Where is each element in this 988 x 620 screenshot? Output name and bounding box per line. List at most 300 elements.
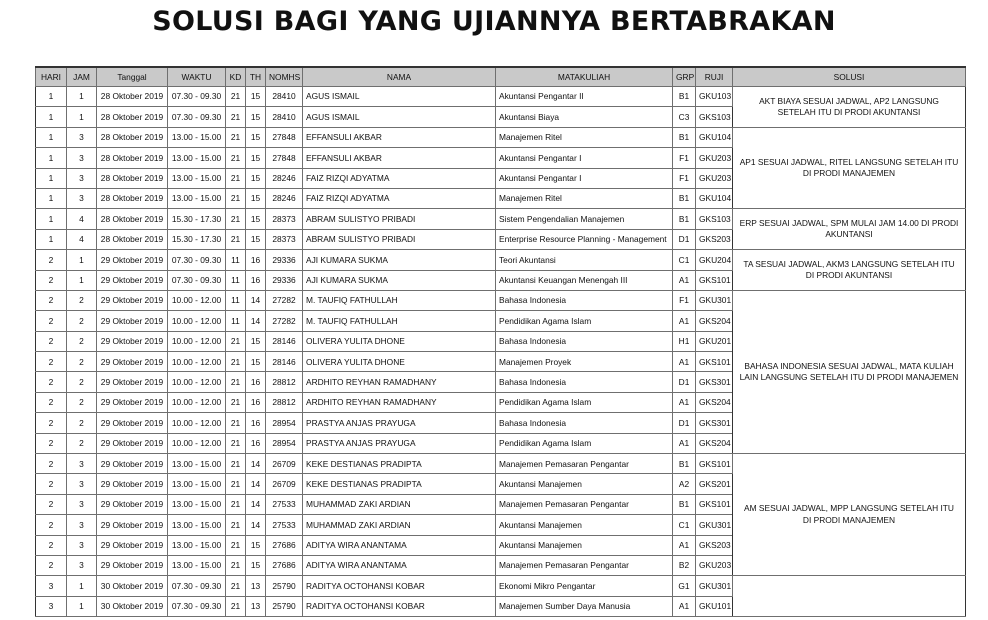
cell-kd: 21: [226, 555, 246, 575]
cell-grp: F1: [673, 168, 696, 188]
cell-nomhs: 27533: [266, 494, 303, 514]
cell-matakuliah: Bahasa Indonesia: [496, 372, 673, 392]
cell-th: 14: [246, 311, 266, 331]
cell-ruji: GKU101: [696, 596, 733, 616]
cell-tanggal: 28 Oktober 2019: [97, 127, 168, 147]
cell-tanggal: 29 Oktober 2019: [97, 392, 168, 412]
cell-waktu: 10.00 - 12.00: [168, 413, 226, 433]
cell-matakuliah: Manajemen Proyek: [496, 352, 673, 372]
cell-hari: 2: [36, 392, 67, 412]
cell-hari: 2: [36, 372, 67, 392]
cell-kd: 21: [226, 474, 246, 494]
cell-hari: 3: [36, 576, 67, 596]
cell-th: 14: [246, 290, 266, 310]
table-row: [36, 250, 966, 270]
table-row: [36, 127, 966, 147]
cell-matakuliah: Manajemen Pemasaran Pengantar: [496, 555, 673, 575]
cell-nama: ADITYA WIRA ANANTAMA: [303, 555, 496, 575]
cell-jam: 4: [67, 229, 97, 249]
cell-jam: 1: [67, 576, 97, 596]
cell-nomhs: 26709: [266, 454, 303, 474]
cell-matakuliah: Manajemen Pemasaran Pengantar: [496, 494, 673, 514]
cell-hari: 1: [36, 209, 67, 229]
table-body: [36, 87, 966, 617]
cell-ruji: GKU203: [696, 555, 733, 575]
cell-kd: 21: [226, 576, 246, 596]
cell-hari: 2: [36, 270, 67, 290]
cell-jam: 2: [67, 311, 97, 331]
cell-nomhs: 27533: [266, 515, 303, 535]
cell-tanggal: 28 Oktober 2019: [97, 148, 168, 168]
header-ruji: RUJI: [696, 67, 733, 87]
cell-solusi: TA SESUAI JADWAL, AKM3 LANGSUNG SETELAH ITU DI PRODI AKUNTANSI: [733, 250, 966, 291]
cell-waktu: 07.30 - 09.30: [168, 87, 226, 107]
cell-th: 15: [246, 535, 266, 555]
table-header-row: [36, 67, 966, 87]
cell-nama: PRASTYA ANJAS PRAYUGA: [303, 433, 496, 453]
cell-tanggal: 29 Oktober 2019: [97, 494, 168, 514]
cell-ruji: GKS204: [696, 433, 733, 453]
cell-kd: 21: [226, 454, 246, 474]
cell-th: 13: [246, 596, 266, 616]
cell-nama: KEKE DESTIANAS PRADIPTA: [303, 454, 496, 474]
cell-nomhs: 28373: [266, 229, 303, 249]
cell-grp: G1: [673, 576, 696, 596]
cell-th: 14: [246, 454, 266, 474]
cell-nama: MUHAMMAD ZAKI ARDIAN: [303, 515, 496, 535]
cell-th: 15: [246, 87, 266, 107]
cell-grp: A2: [673, 474, 696, 494]
cell-tanggal: 28 Oktober 2019: [97, 209, 168, 229]
cell-waktu: 07.30 - 09.30: [168, 250, 226, 270]
cell-th: 15: [246, 209, 266, 229]
cell-solusi: AKT BIAYA SESUAI JADWAL, AP2 LANGSUNG SETELAH ITU DI PRODI AKUNTANSI: [733, 87, 966, 128]
cell-nomhs: 28373: [266, 209, 303, 229]
cell-grp: A1: [673, 392, 696, 412]
cell-nomhs: 27686: [266, 535, 303, 555]
cell-jam: 1: [67, 87, 97, 107]
cell-tanggal: 29 Oktober 2019: [97, 454, 168, 474]
cell-hari: 2: [36, 433, 67, 453]
cell-nomhs: 27282: [266, 311, 303, 331]
cell-kd: 11: [226, 311, 246, 331]
cell-ruji: GKU104: [696, 188, 733, 208]
cell-ruji: GKS203: [696, 229, 733, 249]
cell-waktu: 13.00 - 15.00: [168, 535, 226, 555]
cell-grp: A1: [673, 596, 696, 616]
cell-hari: 2: [36, 331, 67, 351]
cell-grp: B2: [673, 555, 696, 575]
cell-waktu: 07.30 - 09.30: [168, 107, 226, 127]
exam-conflict-table: [35, 66, 966, 617]
cell-tanggal: 29 Oktober 2019: [97, 535, 168, 555]
cell-nama: OLIVERA YULITA DHONE: [303, 331, 496, 351]
cell-hari: 1: [36, 87, 67, 107]
cell-kd: 21: [226, 209, 246, 229]
cell-ruji: GKS203: [696, 535, 733, 555]
cell-nomhs: 28954: [266, 433, 303, 453]
cell-waktu: 15.30 - 17.30: [168, 209, 226, 229]
cell-jam: 2: [67, 352, 97, 372]
cell-tanggal: 29 Oktober 2019: [97, 331, 168, 351]
cell-waktu: 10.00 - 12.00: [168, 392, 226, 412]
cell-kd: 11: [226, 290, 246, 310]
header-hari: HARI: [36, 67, 67, 87]
cell-hari: 2: [36, 250, 67, 270]
cell-matakuliah: Akuntansi Manajemen: [496, 515, 673, 535]
cell-jam: 4: [67, 209, 97, 229]
cell-hari: 1: [36, 127, 67, 147]
cell-tanggal: 30 Oktober 2019: [97, 576, 168, 596]
header-th: TH: [246, 67, 266, 87]
cell-nomhs: 29336: [266, 250, 303, 270]
cell-hari: 2: [36, 535, 67, 555]
cell-nama: MUHAMMAD ZAKI ARDIAN: [303, 494, 496, 514]
cell-nama: AGUS ISMAIL: [303, 107, 496, 127]
cell-hari: 2: [36, 494, 67, 514]
cell-jam: 1: [67, 250, 97, 270]
cell-matakuliah: Akuntansi Manajemen: [496, 535, 673, 555]
cell-jam: 3: [67, 515, 97, 535]
cell-grp: A1: [673, 311, 696, 331]
cell-grp: C1: [673, 515, 696, 535]
cell-kd: 21: [226, 331, 246, 351]
cell-grp: A1: [673, 352, 696, 372]
cell-jam: 3: [67, 188, 97, 208]
cell-jam: 3: [67, 148, 97, 168]
cell-jam: 3: [67, 494, 97, 514]
cell-waktu: 07.30 - 09.30: [168, 576, 226, 596]
cell-jam: 2: [67, 331, 97, 351]
cell-solusi: AP1 SESUAI JADWAL, RITEL LANGSUNG SETELAH ITU DI PRODI MANAJEMEN: [733, 127, 966, 209]
cell-matakuliah: Akuntansi Pengantar I: [496, 168, 673, 188]
cell-hari: 2: [36, 352, 67, 372]
cell-matakuliah: Akuntansi Pengantar I: [496, 148, 673, 168]
cell-nomhs: 28410: [266, 87, 303, 107]
cell-grp: B1: [673, 87, 696, 107]
cell-th: 15: [246, 331, 266, 351]
cell-grp: A1: [673, 433, 696, 453]
cell-matakuliah: Bahasa Indonesia: [496, 290, 673, 310]
cell-kd: 21: [226, 352, 246, 372]
cell-jam: 2: [67, 372, 97, 392]
cell-nomhs: 28246: [266, 168, 303, 188]
cell-hari: 1: [36, 168, 67, 188]
cell-nomhs: 27686: [266, 555, 303, 575]
cell-nama: AGUS ISMAIL: [303, 87, 496, 107]
cell-kd: 21: [226, 433, 246, 453]
cell-matakuliah: Manajemen Ritel: [496, 127, 673, 147]
cell-matakuliah: Pendidikan Agama Islam: [496, 311, 673, 331]
cell-ruji: GKU301: [696, 576, 733, 596]
cell-tanggal: 29 Oktober 2019: [97, 515, 168, 535]
cell-th: 14: [246, 494, 266, 514]
cell-grp: A1: [673, 535, 696, 555]
cell-nama: OLIVERA YULITA DHONE: [303, 352, 496, 372]
cell-matakuliah: Enterprise Resource Planning - Management: [496, 229, 673, 249]
cell-ruji: GKS103: [696, 209, 733, 229]
cell-matakuliah: Bahasa Indonesia: [496, 331, 673, 351]
cell-solusi: AM SESUAI JADWAL, MPP LANGSUNG SETELAH ITU DI PRODI MANAJEMEN: [733, 454, 966, 576]
header-tanggal: Tanggal: [97, 67, 168, 87]
cell-grp: B1: [673, 494, 696, 514]
cell-waktu: 13.00 - 15.00: [168, 474, 226, 494]
cell-th: 16: [246, 270, 266, 290]
cell-ruji: GKS204: [696, 392, 733, 412]
cell-tanggal: 28 Oktober 2019: [97, 107, 168, 127]
cell-th: 15: [246, 188, 266, 208]
page-title: SOLUSI BAGI YANG UJIANNYA BERTABRAKAN: [152, 6, 836, 37]
cell-matakuliah: Akuntansi Manajemen: [496, 474, 673, 494]
cell-matakuliah: Manajemen Ritel: [496, 188, 673, 208]
cell-tanggal: 29 Oktober 2019: [97, 555, 168, 575]
cell-nama: AJI KUMARA SUKMA: [303, 250, 496, 270]
cell-jam: 1: [67, 270, 97, 290]
cell-th: 15: [246, 107, 266, 127]
cell-nama: RADITYA OCTOHANSI KOBAR: [303, 596, 496, 616]
cell-ruji: GKS201: [696, 474, 733, 494]
cell-kd: 21: [226, 392, 246, 412]
cell-waktu: 13.00 - 15.00: [168, 127, 226, 147]
cell-grp: D1: [673, 372, 696, 392]
cell-th: 15: [246, 127, 266, 147]
cell-matakuliah: Akuntansi Keuangan Menengah III: [496, 270, 673, 290]
cell-grp: C1: [673, 250, 696, 270]
cell-ruji: GKU104: [696, 127, 733, 147]
cell-ruji: GKS204: [696, 311, 733, 331]
cell-grp: F1: [673, 290, 696, 310]
cell-nama: ADITYA WIRA ANANTAMA: [303, 535, 496, 555]
cell-nama: PRASTYA ANJAS PRAYUGA: [303, 413, 496, 433]
cell-grp: A1: [673, 270, 696, 290]
cell-kd: 21: [226, 107, 246, 127]
cell-solusi: ERP SESUAI JADWAL, SPM MULAI JAM 14.00 DI PRODI AKUNTANSI: [733, 209, 966, 250]
cell-tanggal: 28 Oktober 2019: [97, 188, 168, 208]
cell-ruji: GKS103: [696, 107, 733, 127]
cell-grp: D1: [673, 229, 696, 249]
cell-ruji: GKU203: [696, 168, 733, 188]
cell-tanggal: 28 Oktober 2019: [97, 168, 168, 188]
cell-grp: F1: [673, 148, 696, 168]
cell-kd: 21: [226, 413, 246, 433]
cell-grp: H1: [673, 331, 696, 351]
cell-tanggal: 29 Oktober 2019: [97, 372, 168, 392]
cell-kd: 21: [226, 535, 246, 555]
header-waktu: WAKTU: [168, 67, 226, 87]
cell-nomhs: 28812: [266, 372, 303, 392]
cell-ruji: GKU201: [696, 331, 733, 351]
cell-nama: KEKE DESTIANAS PRADIPTA: [303, 474, 496, 494]
cell-grp: B1: [673, 127, 696, 147]
cell-ruji: GKS101: [696, 352, 733, 372]
cell-nama: RADITYA OCTOHANSI KOBAR: [303, 576, 496, 596]
cell-th: 16: [246, 372, 266, 392]
cell-th: 15: [246, 555, 266, 575]
cell-jam: 3: [67, 474, 97, 494]
cell-nomhs: 25790: [266, 576, 303, 596]
cell-th: 16: [246, 250, 266, 270]
cell-ruji: GKS101: [696, 270, 733, 290]
header-jam: JAM: [67, 67, 97, 87]
cell-th: 15: [246, 229, 266, 249]
cell-nama: M. TAUFIQ FATHULLAH: [303, 311, 496, 331]
header-grp: GRP: [673, 67, 696, 87]
cell-nama: ABRAM SULISTYO PRIBADI: [303, 229, 496, 249]
cell-waktu: 13.00 - 15.00: [168, 454, 226, 474]
cell-tanggal: 29 Oktober 2019: [97, 250, 168, 270]
header-kd: KD: [226, 67, 246, 87]
cell-matakuliah: Sistem Pengendalian Manajemen: [496, 209, 673, 229]
cell-matakuliah: Pendidikan Agama Islam: [496, 392, 673, 412]
cell-tanggal: 29 Oktober 2019: [97, 413, 168, 433]
header-nama: NAMA: [303, 67, 496, 87]
cell-jam: 2: [67, 290, 97, 310]
cell-kd: 21: [226, 372, 246, 392]
cell-grp: C3: [673, 107, 696, 127]
cell-grp: B1: [673, 454, 696, 474]
cell-matakuliah: Ekonomi Mikro Pengantar: [496, 576, 673, 596]
cell-hari: 1: [36, 229, 67, 249]
cell-waktu: 13.00 - 15.00: [168, 168, 226, 188]
cell-nomhs: 28410: [266, 107, 303, 127]
cell-jam: 2: [67, 433, 97, 453]
header-matakuliah: MATAKULIAH: [496, 67, 673, 87]
cell-th: 13: [246, 576, 266, 596]
cell-ruji: GKU103: [696, 87, 733, 107]
cell-nomhs: 28246: [266, 188, 303, 208]
cell-waktu: 07.30 - 09.30: [168, 596, 226, 616]
cell-nama: EFFANSULI AKBAR: [303, 148, 496, 168]
cell-hari: 2: [36, 311, 67, 331]
cell-th: 15: [246, 148, 266, 168]
cell-nomhs: 29336: [266, 270, 303, 290]
header-solusi: SOLUSI: [733, 67, 966, 87]
table-row: [36, 87, 966, 107]
cell-matakuliah: Pendidikan Agama Islam: [496, 433, 673, 453]
cell-th: 16: [246, 433, 266, 453]
cell-nama: ARDHITO REYHAN RAMADHANY: [303, 392, 496, 412]
cell-solusi: BAHASA INDONESIA SESUAI JADWAL, MATA KULIAH LAIN LANGSUNG SETELAH ITU DI PRODI MANAJEMEN: [733, 290, 966, 453]
cell-solusi: [733, 576, 966, 617]
cell-matakuliah: Akuntansi Pengantar II: [496, 87, 673, 107]
cell-th: 16: [246, 413, 266, 433]
cell-nomhs: 28812: [266, 392, 303, 412]
cell-nomhs: 27848: [266, 127, 303, 147]
cell-hari: 2: [36, 555, 67, 575]
cell-grp: B1: [673, 188, 696, 208]
header-nomhs: NOMHS: [266, 67, 303, 87]
cell-matakuliah: Akuntansi Biaya: [496, 107, 673, 127]
cell-jam: 2: [67, 413, 97, 433]
table-row: [36, 290, 966, 310]
cell-waktu: 13.00 - 15.00: [168, 148, 226, 168]
cell-waktu: 13.00 - 15.00: [168, 188, 226, 208]
cell-ruji: GKS101: [696, 454, 733, 474]
cell-grp: B1: [673, 209, 696, 229]
cell-waktu: 10.00 - 12.00: [168, 372, 226, 392]
cell-tanggal: 29 Oktober 2019: [97, 290, 168, 310]
cell-nama: FAIZ RIZQI ADYATMA: [303, 168, 496, 188]
cell-grp: D1: [673, 413, 696, 433]
cell-ruji: GKS301: [696, 413, 733, 433]
cell-nomhs: 28146: [266, 331, 303, 351]
cell-nomhs: 26709: [266, 474, 303, 494]
cell-waktu: 10.00 - 12.00: [168, 352, 226, 372]
cell-tanggal: 28 Oktober 2019: [97, 229, 168, 249]
cell-jam: 3: [67, 127, 97, 147]
cell-th: 14: [246, 515, 266, 535]
cell-matakuliah: Manajemen Sumber Daya Manusia: [496, 596, 673, 616]
cell-jam: 3: [67, 168, 97, 188]
cell-tanggal: 28 Oktober 2019: [97, 87, 168, 107]
cell-kd: 21: [226, 87, 246, 107]
cell-kd: 21: [226, 229, 246, 249]
cell-waktu: 10.00 - 12.00: [168, 290, 226, 310]
cell-th: 14: [246, 474, 266, 494]
cell-nomhs: 28146: [266, 352, 303, 372]
cell-ruji: GKU301: [696, 290, 733, 310]
cell-nama: ARDHITO REYHAN RAMADHANY: [303, 372, 496, 392]
cell-hari: 2: [36, 474, 67, 494]
cell-waktu: 13.00 - 15.00: [168, 515, 226, 535]
cell-jam: 3: [67, 555, 97, 575]
cell-kd: 21: [226, 515, 246, 535]
cell-jam: 3: [67, 454, 97, 474]
cell-hari: 1: [36, 107, 67, 127]
cell-hari: 1: [36, 148, 67, 168]
cell-hari: 2: [36, 290, 67, 310]
cell-hari: 2: [36, 515, 67, 535]
cell-nama: M. TAUFIQ FATHULLAH: [303, 290, 496, 310]
cell-waktu: 13.00 - 15.00: [168, 494, 226, 514]
table-row: [36, 209, 966, 229]
cell-waktu: 10.00 - 12.00: [168, 331, 226, 351]
cell-nomhs: 27848: [266, 148, 303, 168]
cell-ruji: GKS101: [696, 494, 733, 514]
cell-nama: EFFANSULI AKBAR: [303, 127, 496, 147]
cell-tanggal: 29 Oktober 2019: [97, 270, 168, 290]
cell-ruji: GKU301: [696, 515, 733, 535]
cell-matakuliah: Teori Akuntansi: [496, 250, 673, 270]
cell-hari: 2: [36, 454, 67, 474]
cell-jam: 1: [67, 107, 97, 127]
cell-matakuliah: Manajemen Pemasaran Pengantar: [496, 454, 673, 474]
cell-tanggal: 30 Oktober 2019: [97, 596, 168, 616]
cell-th: 15: [246, 352, 266, 372]
cell-th: 15: [246, 168, 266, 188]
cell-nama: ABRAM SULISTYO PRIBADI: [303, 209, 496, 229]
cell-hari: 1: [36, 188, 67, 208]
cell-hari: 2: [36, 413, 67, 433]
cell-tanggal: 29 Oktober 2019: [97, 433, 168, 453]
cell-nomhs: 27282: [266, 290, 303, 310]
cell-matakuliah: Bahasa Indonesia: [496, 413, 673, 433]
cell-kd: 21: [226, 188, 246, 208]
cell-tanggal: 29 Oktober 2019: [97, 311, 168, 331]
cell-hari: 3: [36, 596, 67, 616]
cell-waktu: 13.00 - 15.00: [168, 555, 226, 575]
cell-waktu: 10.00 - 12.00: [168, 433, 226, 453]
cell-jam: 3: [67, 535, 97, 555]
table-row: [36, 576, 966, 596]
cell-ruji: GKU203: [696, 148, 733, 168]
cell-kd: 21: [226, 148, 246, 168]
cell-ruji: GKU204: [696, 250, 733, 270]
cell-ruji: GKS301: [696, 372, 733, 392]
table-row: [36, 454, 966, 474]
cell-kd: 21: [226, 494, 246, 514]
cell-jam: 2: [67, 392, 97, 412]
